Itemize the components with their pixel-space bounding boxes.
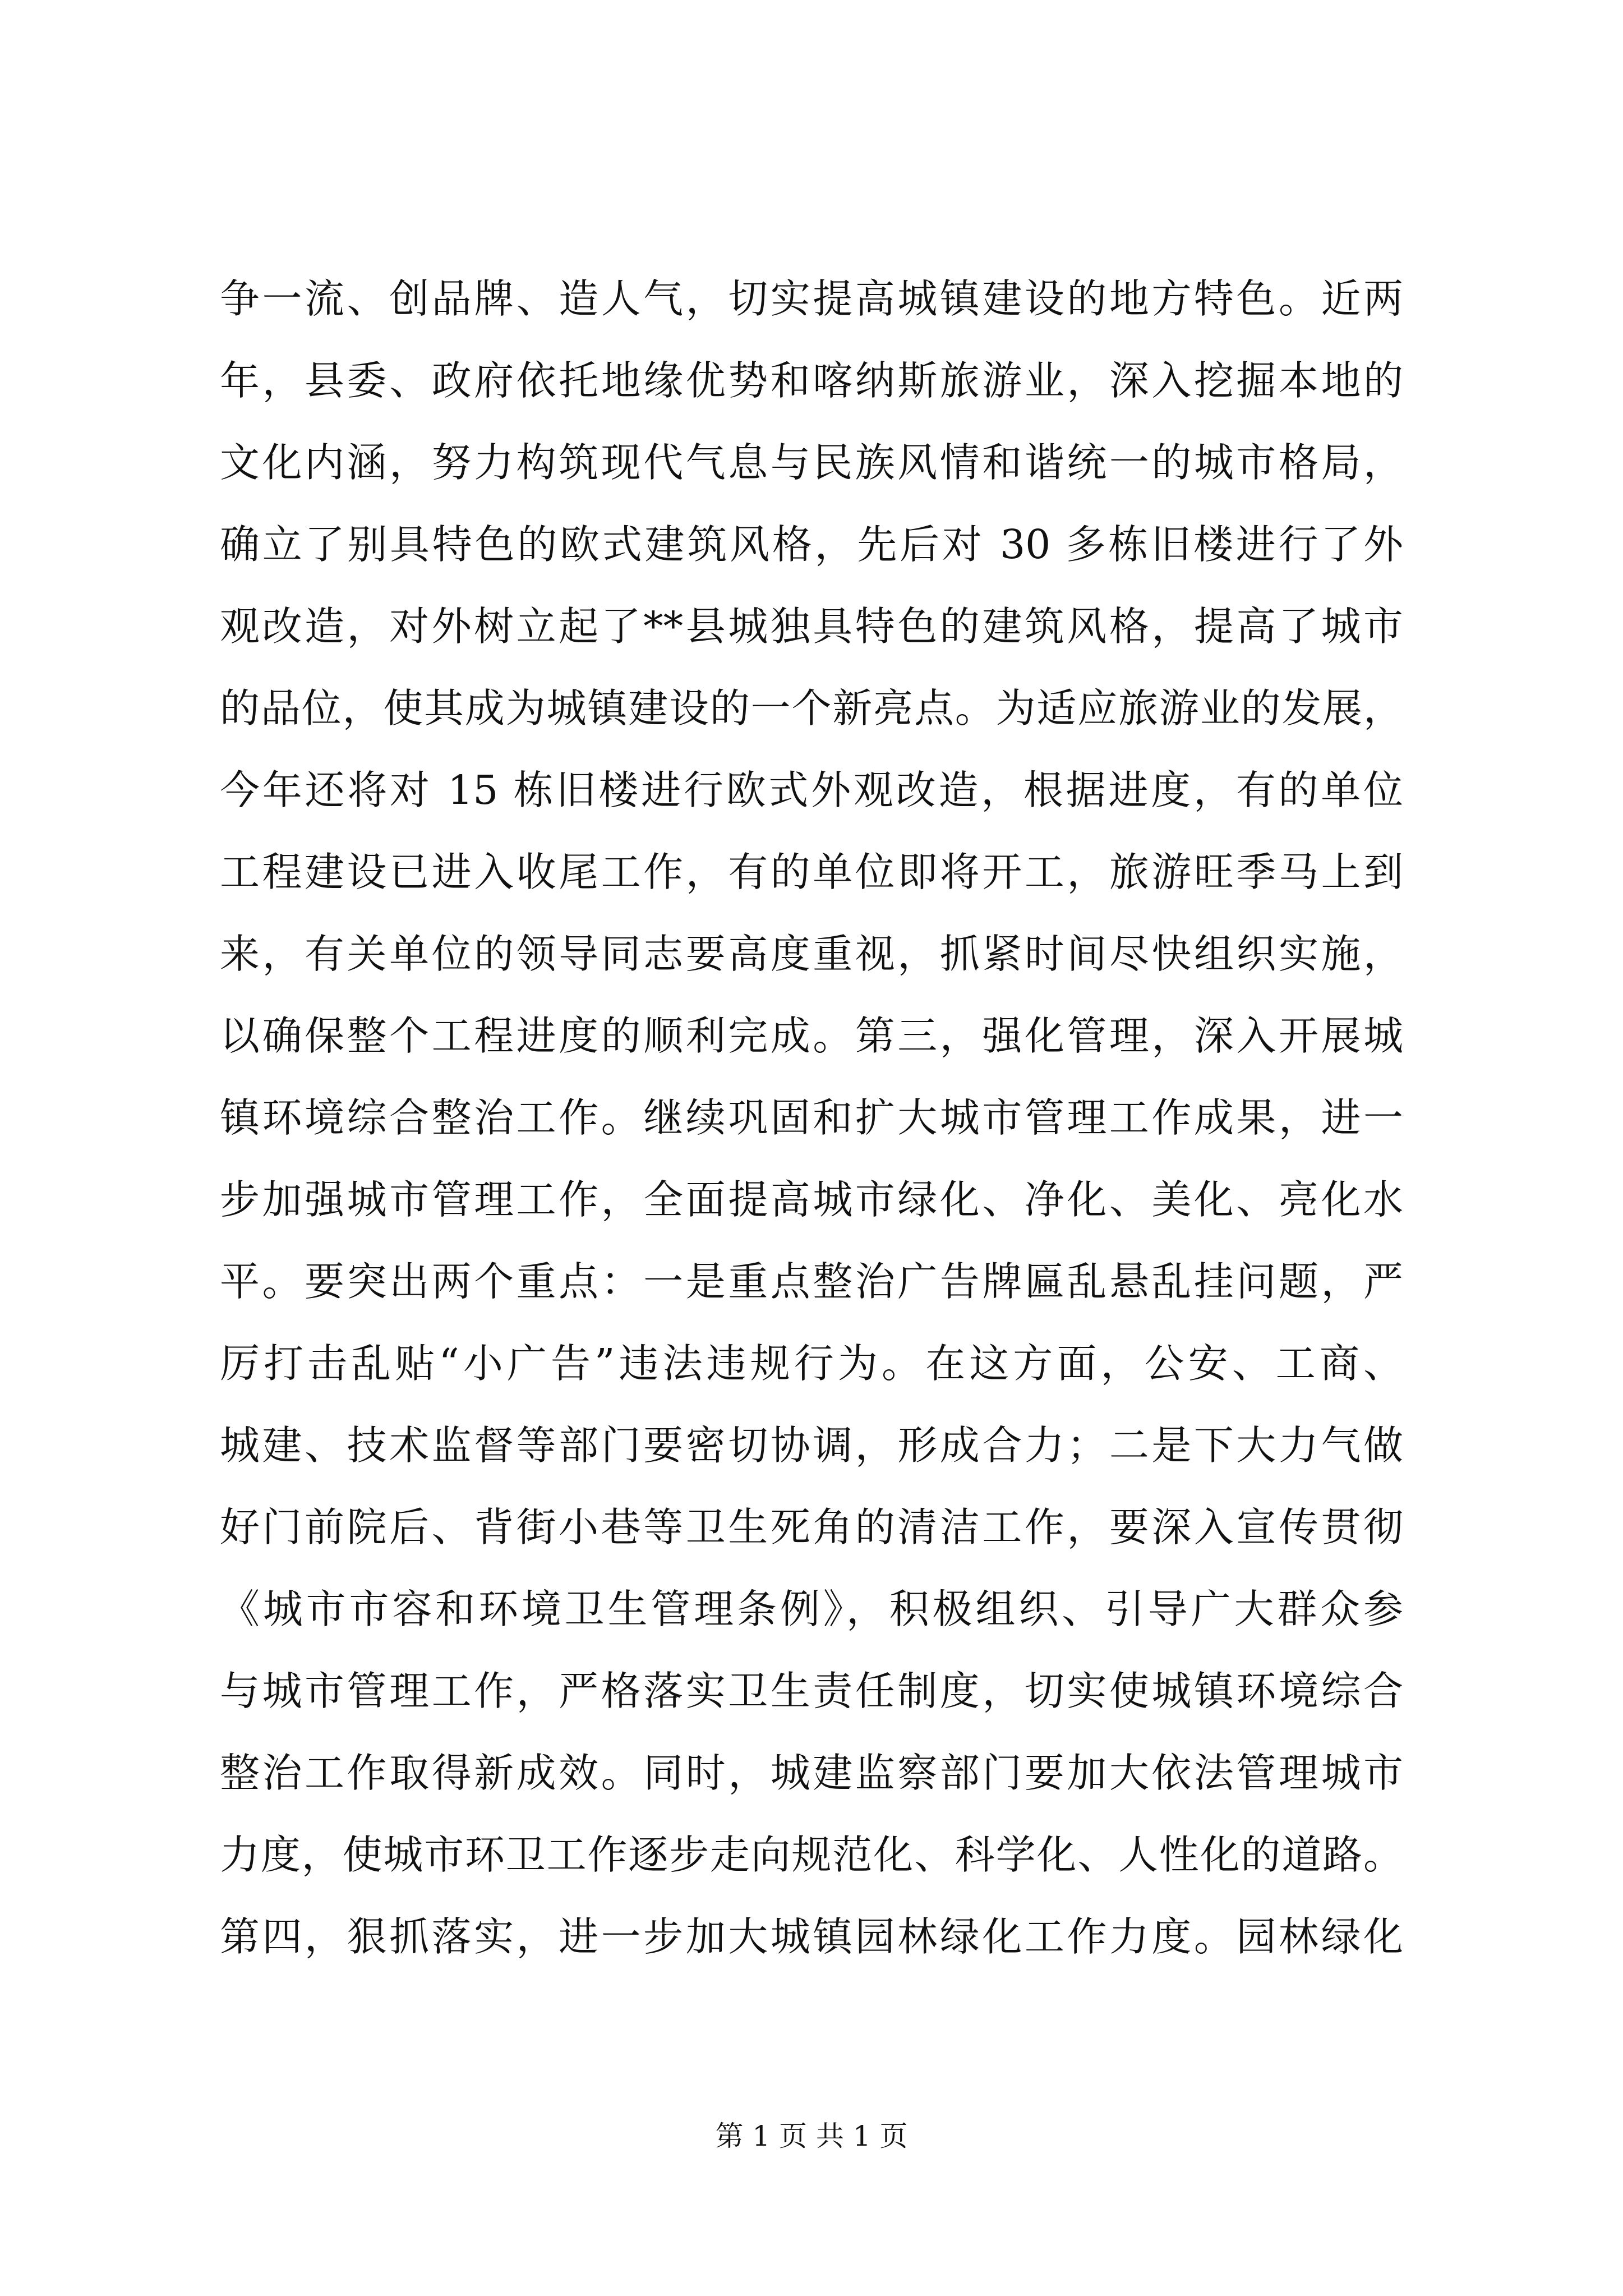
text-line-13: 平。要突出两个重点：一是重点整治广告牌匾乱悬乱挂问题，严: [220, 1258, 1403, 1305]
text-line-19: 整治工作取得新成效。同时，城建监察部门要加大依法管理城市: [220, 1750, 1403, 1796]
text-line-8: 工程建设已进入收尾工作，有的单位即将开工，旅游旺季马上到: [220, 849, 1403, 895]
text-line-7: 今年还将对 15 栋旧楼进行欧式外观改造，根据进度，有的单位: [220, 767, 1403, 813]
text-line-14: 厉打击乱贴“小广告”违法违规行为。在这方面，公安、工商、: [220, 1340, 1403, 1387]
text-line-10: 以确保整个工程进度的顺利完成。第三，强化管理，深入开展城: [220, 1013, 1403, 1059]
text-line-3: 文化内涵，努力构筑现代气息与民族风情和谐统一的城市格局，: [220, 439, 1403, 486]
text-line-11: 镇环境综合整治工作。继续巩固和扩大城市管理工作成果，进一: [220, 1094, 1403, 1141]
text-line-17: 《城市市容和环境卫生管理条例》，积极组织、引导广大群众参: [220, 1586, 1403, 1632]
text-line-2: 年，县委、政府依托地缘优势和喀纳斯旅游业，深入挖掘本地的: [220, 357, 1403, 404]
text-line-6: 的品位，使其成为城镇建设的一个新亮点。为适应旅游业的发展，: [220, 685, 1403, 731]
text-line-1: 争一流、创品牌、造人气，切实提高城镇建设的地方特色。近两: [220, 275, 1403, 322]
text-line-18: 与城市管理工作，严格落实卫生责任制度，切实使城镇环境综合: [220, 1668, 1403, 1714]
body-text: [220, 258, 1403, 1978]
text-line-21: 第四，狠抓落实，进一步加大城镇园林绿化工作力度。园林绿化: [220, 1913, 1403, 1960]
text-line-20: 力度，使城市环卫工作逐步走向规范化、科学化、人性化的道路。: [220, 1832, 1403, 1878]
text-line-16: 好门前院后、背街小巷等卫生死角的清洁工作，要深入宣传贯彻: [220, 1504, 1403, 1550]
text-line-4: 确立了别具特色的欧式建筑风格，先后对 30 多栋旧楼进行了外: [220, 521, 1403, 568]
text-line-15: 城建、技术监督等部门要密切协调，形成合力；二是下大力气做: [220, 1422, 1403, 1469]
page-number-label: 第 1 页 共 1 页: [715, 2120, 908, 2152]
text-line-9: 来，有关单位的领导同志要高度重视，抓紧时间尽快组织实施，: [220, 931, 1403, 977]
text-line-12: 步加强城市管理工作，全面提高城市绿化、净化、美化、亮化水: [220, 1176, 1403, 1223]
page-footer: [0, 2114, 1623, 2154]
text-line-5: 观改造，对外树立起了**县城独具特色的建筑风格，提高了城市: [220, 603, 1403, 650]
